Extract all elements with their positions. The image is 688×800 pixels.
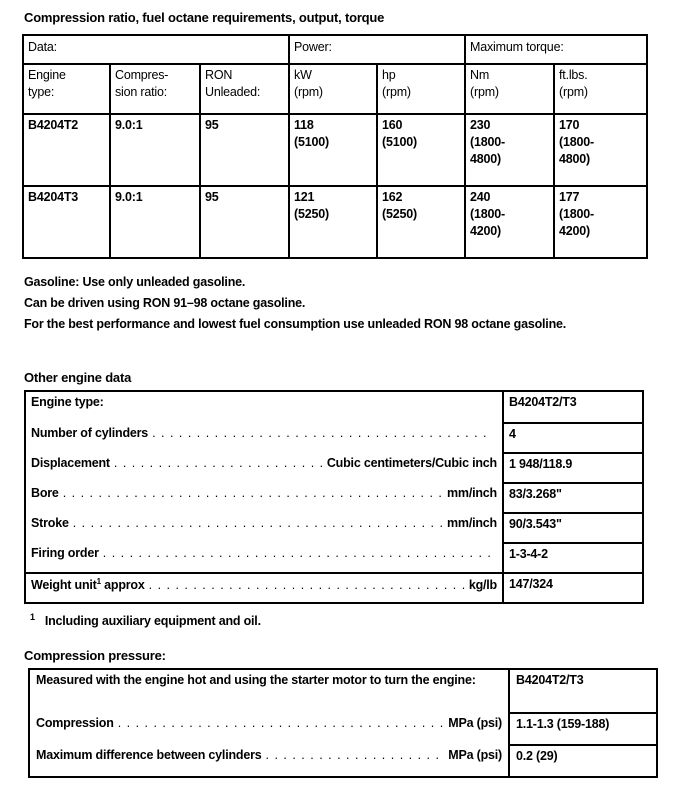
engine-type-value: B4204T2/T3 [503, 391, 643, 423]
cell-kw: 121 (5250) [289, 186, 377, 258]
table-row: Bore . . . mm/inch 83/3.268" [25, 483, 643, 513]
engine-type-label: Engine type: [25, 391, 503, 423]
cell-nm: 230 (1800- 4800) [465, 114, 554, 186]
other-engine-data-title: Other engine data [24, 370, 132, 385]
table-row [23, 114, 647, 186]
gasoline-note-2: Can be driven using RON 91–98 octane gasoline. [24, 295, 306, 310]
group-header-power: Power: [289, 35, 465, 64]
footnote-marker: 1 [96, 577, 101, 586]
col-header-nm: Nm (rpm) [465, 64, 554, 114]
cell-kw: 118 (5100) [289, 114, 377, 186]
compression-pressure-table [28, 668, 658, 778]
cell-ron: 95 [200, 186, 289, 258]
table-row: Displacement . . . Cubic centimeters/Cubic inch 1 948/118.9 [25, 453, 643, 483]
cell-ron: 95 [200, 114, 289, 186]
gasoline-notes [24, 274, 644, 337]
table-row: Stroke . . . mm/inch 90/3.543" [25, 513, 643, 543]
other-engine-data-table [24, 390, 644, 604]
compression-fuel-output-table [22, 34, 648, 259]
table-row: Compression . . . MPa (psi) 1.1-1.3 (159-188) [29, 713, 657, 745]
col-header-compression: Compres- sion ratio: [110, 64, 200, 114]
col-header-kw: kW (rpm) [289, 64, 377, 114]
group-header-torque: Maximum torque: [465, 35, 647, 64]
cell-hp: 160 (5100) [377, 114, 465, 186]
cell-ftlbs: 170 (1800- 4800) [554, 114, 647, 186]
table-row: Maximum difference between cylinders . . . MPa (psi) 0.2 (29) [29, 745, 657, 777]
table-row [23, 186, 647, 258]
pressure-engine-type: B4204T2/T3 [509, 669, 657, 713]
cell-compression: 9.0:1 [110, 186, 200, 258]
cell-nm: 240 (1800- 4200) [465, 186, 554, 258]
compression-table-title: Compression ratio, fuel octane requirements, output, torque [24, 10, 385, 25]
cell-ftlbs: 177 (1800- 4200) [554, 186, 647, 258]
footnote: $^1$ Including auxiliary equipment and oil. [30, 612, 261, 629]
measurement-conditions: Measured with the engine hot and using the starter motor to turn the engine: [29, 669, 509, 713]
gasoline-note-3: For the best performance and lowest fuel consumption use unleaded RON 98 octane gasoline. [24, 316, 567, 331]
col-header-ron: RON Unleaded: [200, 64, 289, 114]
col-header-ftlbs: ft.lbs. (rpm) [554, 64, 647, 114]
cell-compression: 9.0:1 [110, 114, 200, 186]
group-header-data: Data: [23, 35, 289, 64]
table-row: Firing order . . . 1-3-4-2 [25, 543, 643, 573]
cell-engine: B4204T2 [23, 114, 110, 186]
compression-pressure-title: Compression pressure: [24, 648, 166, 663]
gasoline-label: Gasoline: [24, 275, 80, 289]
col-header-hp: hp (rpm) [377, 64, 465, 114]
table-row: Weight unit$^1$ approx . . . kg/lb 147/324 [25, 573, 643, 603]
cell-hp: 162 (5250) [377, 186, 465, 258]
table-row: Number of cylinders . . . 4 [25, 423, 643, 453]
cell-engine: B4204T3 [23, 186, 110, 258]
col-header-engine-type: Engine type: [23, 64, 110, 114]
gasoline-note-1: Gasoline: Use only unleaded gasoline. [24, 275, 246, 289]
